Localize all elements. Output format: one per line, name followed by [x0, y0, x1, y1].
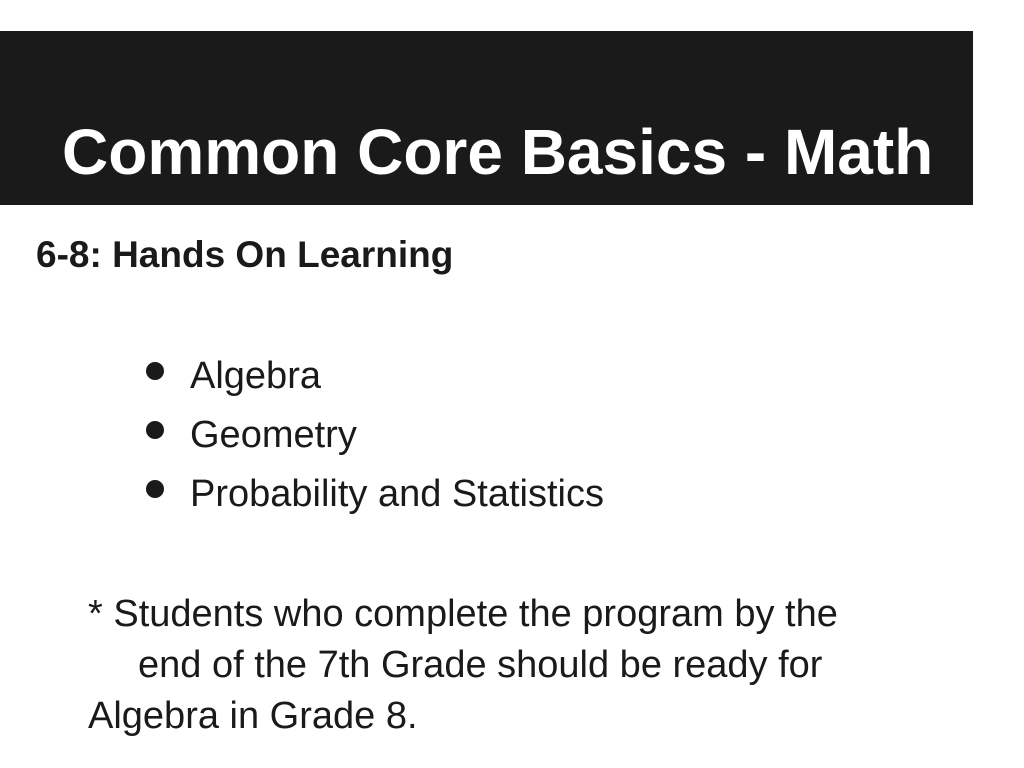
title-bar [0, 31, 973, 205]
bullet-icon [146, 421, 164, 439]
footnote-line-2: end of the 7th Grade should be ready for [138, 644, 823, 686]
bullet-icon [146, 362, 164, 380]
slide-title: Common Core Basics - Math [62, 116, 934, 188]
list-item-label: Probability and Statistics [190, 473, 604, 515]
footnote-line-3: Algebra in Grade 8. [88, 695, 418, 737]
bullet-icon [146, 480, 164, 498]
list-item-label: Algebra [190, 355, 321, 397]
slide-subtitle: 6-8: Hands On Learning [36, 234, 454, 275]
footnote [88, 589, 838, 742]
list-item-label: Geometry [190, 414, 357, 456]
footnote-line-1: * Students who complete the program by the [88, 593, 838, 635]
